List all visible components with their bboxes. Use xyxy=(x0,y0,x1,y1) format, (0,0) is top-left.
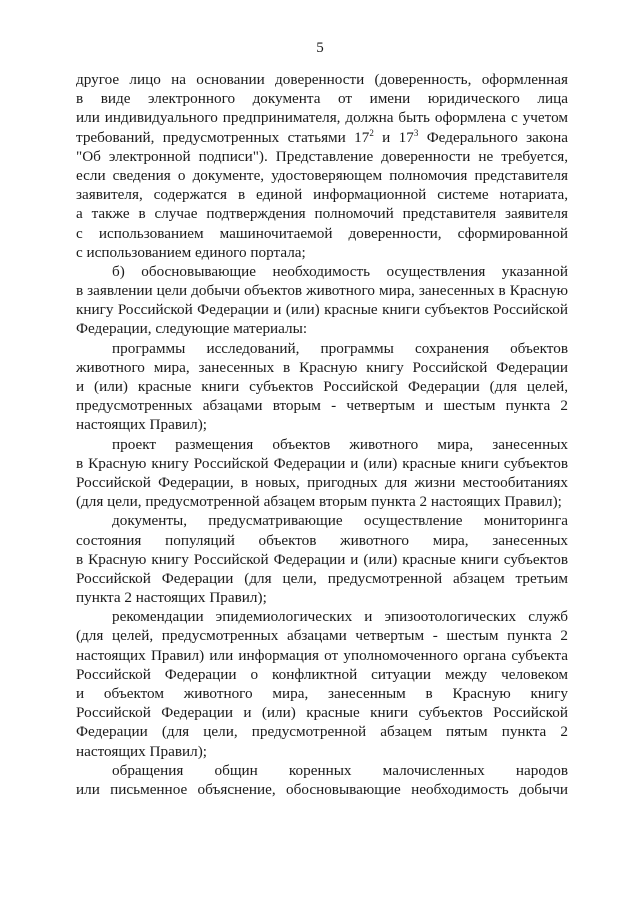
text-line: Российской Федерации (для цели, предусмотренной абзацем третьим xyxy=(76,569,568,587)
text-line: а также в случае подтверждения полномочий представителя заявителя xyxy=(76,205,568,223)
text-line: требований, предусмотренных статьями $17^2$ и $17^3$ Федерального закона xyxy=(76,127,568,146)
text-line: в Красную книгу Российской Федерации и (или) красные книги субъектов xyxy=(76,454,568,472)
text-line: или письменное объяснение, обосновывающие необходимость добычи xyxy=(76,780,568,798)
text-line: состояния популяций объектов животного мира, занесенных xyxy=(76,531,568,549)
text-line: б) обосновывающие необходимость осуществления указанной xyxy=(112,262,568,280)
text-line: настоящих Правил); xyxy=(76,416,208,434)
text-line: программы исследований, программы сохранения объектов xyxy=(112,339,568,357)
text-line: документы, предусматривающие осуществление мониторинга xyxy=(112,512,568,530)
text-line: и (или) красные книги субъектов Российской Федерации (для целей, xyxy=(76,378,568,395)
text-line: в Красную книгу Российской Федерации и (или) красные книги субъектов xyxy=(76,550,568,568)
text-line: Российской Федерации о конфликтной ситуации между человеком xyxy=(76,665,568,683)
text-line: (для целей, предусмотренных абзацами четвертым - шестым пункта 2 xyxy=(76,627,568,645)
text-line: книгу Российской Федерации и (или) красные книги субъектов Российской xyxy=(76,301,568,319)
text-line: пункта 2 настоящих Правил); xyxy=(76,589,267,607)
text-line: животного мира, занесенных в Красную книгу Российской Федерации xyxy=(76,358,568,376)
text-line: или индивидуального предпринимателя, должна быть оформлена с учетом xyxy=(76,109,568,127)
text-line: в заявлении цели добычи объектов животного мира, занесенных в Красную xyxy=(76,282,568,300)
text-line: и объектом животного мира, занесенным в Красную книгу xyxy=(76,685,568,702)
text-line: рекомендации эпидемиологических и эпизоотологических служб xyxy=(112,608,568,626)
text-line: предусмотренных абзацами вторым - четвертым и шестым пункта 2 xyxy=(76,397,568,415)
text-line: если сведения о документе, удостоверяющем полномочия представителя xyxy=(76,166,568,184)
text-line: настоящих Правил) или информация от уполномоченного органа субъекта xyxy=(76,646,568,664)
document-body xyxy=(76,70,568,799)
text-line: Российской Федерации и (или) красные книги субъектов Российской xyxy=(76,704,568,722)
text-line: (для цели, предусмотренной абзацем вторым пункта 2 настоящих Правил); xyxy=(76,493,562,511)
text-line: настоящих Правил); xyxy=(76,742,208,760)
text-line: "Об электронной подписи"). Представление доверенности не требуется, xyxy=(76,147,568,165)
text-line: проект размещения объектов животного мира, занесенных xyxy=(112,435,568,453)
text-line: с использованием машиночитаемой доверенности, сформированной xyxy=(76,224,568,242)
text-line: Федерации (для цели, предусмотренной абзацем пятым пункта 2 xyxy=(76,723,568,741)
text-line: Федерации, следующие материалы: xyxy=(76,320,308,338)
text-line: другое лицо на основании доверенности (доверенность, оформленная xyxy=(76,71,568,88)
text-line: с использованием единого портала; xyxy=(76,243,306,261)
text-line: заявителя, содержатся в единой информационной системе нотариата, xyxy=(76,186,568,204)
text-line: в виде электронного документа от имени юридического лица xyxy=(76,90,568,108)
page-number: 5 xyxy=(316,40,324,56)
text-line: Российской Федерации, в новых, пригодных для жизни местообитаниях xyxy=(76,473,568,491)
text-line: обращения общин коренных малочисленных народов xyxy=(112,761,568,779)
